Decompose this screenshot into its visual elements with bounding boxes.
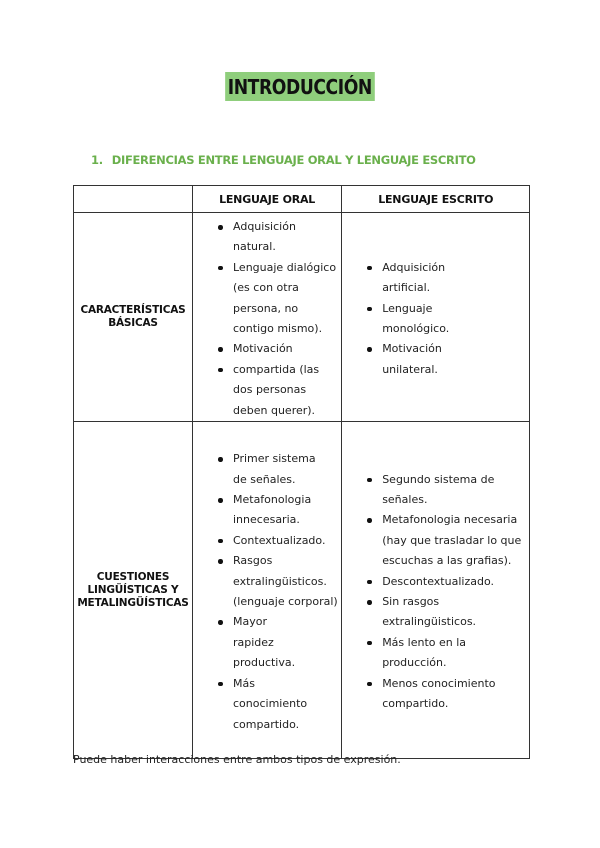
list-item: Descontextualizado. <box>342 572 529 592</box>
header-empty <box>74 186 193 213</box>
title-wrapper <box>0 72 600 101</box>
row-label-cuestiones <box>74 422 193 759</box>
bullet-list <box>193 445 341 735</box>
list-item: Metafonologia necesaria (hay que trasladar lo que escuchas a las grafias). <box>342 510 529 571</box>
bullet-list <box>342 466 529 715</box>
bullet-list <box>193 213 341 421</box>
page-title: INTRODUCCIÓN <box>225 72 374 101</box>
header-lenguaje-oral: LENGUAJE ORAL <box>193 186 342 213</box>
cell-oral-caracteristicas <box>193 213 342 422</box>
cell-escrito-caracteristicas <box>342 213 530 422</box>
list-item: Sin rasgos extralingüisticos. <box>342 592 529 633</box>
row-label-text: CUESTIONES LINGÜÍSTICAS Y METALINGÜÍSTICAS <box>77 570 189 609</box>
list-item: Primer sistema de señales. <box>193 449 341 490</box>
list-item: Contextualizado. <box>193 531 341 551</box>
table-row <box>74 422 530 759</box>
cell-escrito-cuestiones <box>342 422 530 759</box>
list-item: Segundo sistema de señales. <box>342 470 529 511</box>
table-header-row <box>74 186 530 213</box>
row-label-caracteristicas <box>74 213 193 422</box>
list-item: Rasgos extralingüisticos. (lenguaje corporal) <box>193 551 341 612</box>
list-item: Más lento en la producción. <box>342 633 529 674</box>
list-item: Menos conocimiento compartido. <box>342 674 529 715</box>
list-item: Motivación unilateral. <box>342 339 499 380</box>
section-heading-text: DIFERENCIAS ENTRE LENGUAJE ORAL Y LENGUAJE ESCRITO <box>111 153 476 167</box>
cell-oral-cuestiones <box>193 422 342 759</box>
list-item: Lenguaje monológico. <box>342 299 499 340</box>
list-item: Lenguaje dialógico (es con otra persona, no contigo mismo). <box>193 258 341 340</box>
list-item: Mayor rapidez productiva. <box>193 612 341 673</box>
comparison-table <box>73 185 530 759</box>
header-lenguaje-escrito: LENGUAJE ESCRITO <box>342 186 530 213</box>
list-item: Adquisición natural. <box>193 217 341 258</box>
table-row <box>74 213 530 422</box>
bullet-list <box>342 254 529 380</box>
footer-note: Puede haber interacciones entre ambos tipos de expresión. <box>73 753 401 766</box>
list-item: Más conocimiento compartido. <box>193 674 341 735</box>
list-item: compartida (las dos personas deben querer). <box>193 360 341 421</box>
row-label-text: CARACTERÍSTICAS BÁSICAS <box>80 304 186 330</box>
list-item: Metafonologia innecesaria. <box>193 490 341 531</box>
list-item: Adquisición artificial. <box>342 258 499 299</box>
list-item: Motivación <box>193 339 341 359</box>
section-heading <box>91 153 476 167</box>
section-number: 1. <box>91 153 103 167</box>
